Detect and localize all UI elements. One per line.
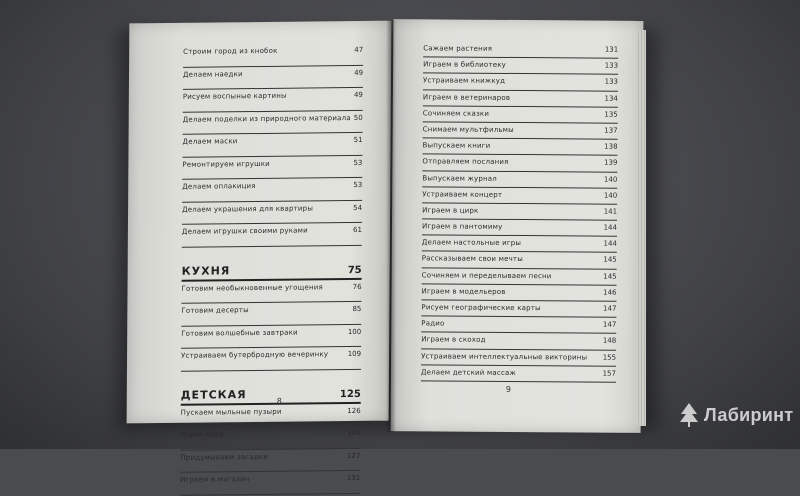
toc-entry (181, 324, 361, 348)
toc-entry-page: 76 (352, 282, 362, 291)
toc-entry-title: Делаем украшения для квартиры (182, 203, 314, 214)
right-toc-list (421, 41, 618, 382)
toc-entry-title: Сочиняем и переделываем песни (421, 270, 552, 280)
toc-entry (421, 284, 616, 302)
toc-entry-title: Рассказываем свои мечты (421, 254, 523, 264)
toc-entry-page: 157 (602, 369, 617, 378)
toc-entry-page: 131 (346, 473, 361, 483)
toc-entry (183, 43, 363, 67)
toc-section-heading (182, 253, 362, 281)
toc-entry-page: 53 (353, 158, 363, 167)
toc-entry (422, 219, 617, 237)
toc-entry-page: 49 (353, 90, 363, 100)
watermark-text: Лабиринт (704, 404, 794, 425)
toc-entry-page: 109 (347, 349, 362, 359)
toc-entry-page: 75 (347, 264, 362, 276)
toc-entry (422, 171, 617, 189)
book-gutter (386, 20, 396, 432)
toc-entry (422, 155, 617, 173)
toc-entry (422, 236, 617, 254)
toc-entry-page: 133 (604, 61, 619, 70)
toc-entry-page: 140 (603, 175, 618, 184)
right-page (391, 19, 644, 433)
toc-entry-title: Делаем настольные игры (421, 238, 522, 248)
toc-entry-title: Играем в скоход (421, 335, 486, 345)
toc-entry-title: Готовим волшебные завтраки (181, 328, 298, 338)
toc-entry-title: Радио (421, 319, 445, 328)
toc-entry-page: 126 (347, 406, 361, 415)
toc-entry-title: Сочиняем сказки (422, 109, 490, 118)
toc-entry-title: Рисуем географические карты (421, 303, 541, 313)
toc-entry-page: 100 (347, 327, 362, 336)
toc-entry-page: 144 (603, 223, 618, 232)
toc-entry-title: Делаем наедки (182, 69, 243, 79)
toc-entry-title: Строим город из кнобок (183, 46, 278, 56)
toc-entry-page: 126 (347, 428, 361, 438)
toc-entry-page: 134 (604, 94, 618, 103)
toc-entry (422, 187, 617, 205)
page-edges (636, 30, 646, 426)
toc-entry-title: Устраиваем концерт (422, 190, 503, 199)
toc-entry-page: 141 (603, 207, 618, 216)
toc-entry (423, 74, 618, 92)
toc-entry-title: Выпускаем книги (422, 141, 491, 150)
toc-entry-page: 49 (354, 68, 364, 77)
toc-entry (182, 223, 362, 247)
watermark (678, 402, 793, 428)
toc-entry-title: КУХНЯ (181, 263, 231, 278)
toc-entry-title: Сажаем растения (423, 44, 493, 53)
toc-entry-title: Делаем поделки из природного материала (182, 113, 351, 124)
toc-entry-page: 139 (604, 158, 618, 168)
toc-entry-title: Ищем клад (180, 430, 224, 439)
toc-entry-title: Делаем детский массаж (420, 368, 517, 377)
toc-entry-page: 50 (353, 113, 363, 122)
toc-entry (181, 403, 361, 427)
toc-entry-page: 47 (354, 45, 364, 55)
toc-entry-title: Играем в ветеринаров (422, 92, 511, 102)
toc-entry-title: Делаем маски (182, 137, 238, 146)
toc-entry (423, 41, 618, 59)
toc-entry-title: Делаем игрушки своими руками (181, 226, 308, 236)
toc-entry (182, 178, 362, 202)
toc-entry-page: 125 (339, 388, 361, 400)
toc-entry-page: 148 (602, 336, 617, 346)
left-page-number: 8 (276, 396, 282, 406)
toc-entry (181, 302, 361, 326)
toc-entry (183, 110, 363, 134)
toc-entry-title: Пускаем мыльные пузыри (180, 407, 282, 417)
toc-entry (182, 133, 362, 157)
toc-entry (422, 252, 617, 270)
toc-entry (182, 200, 362, 224)
toc-entry-title: Придумываем загадки (180, 452, 269, 462)
toc-entry-page: 145 (603, 256, 617, 265)
toc-entry (423, 58, 618, 76)
toc-entry-title: Играем в цирк (422, 206, 479, 215)
toc-entry-title: Играем в библиотеку (423, 60, 507, 70)
toc-entry-title: ДЕТСКАЯ (180, 387, 247, 402)
toc-entry-title: Делаем оплакиция (182, 182, 256, 191)
toc-entry-page: 147 (603, 304, 617, 313)
toc-entry-title: Устраиваем бутербродную вечеринку (181, 350, 329, 360)
toc-entry (180, 471, 360, 495)
toc-entry-page: 61 (352, 225, 362, 235)
toc-entry-title: Устраиваем интеллектуальные викторины (421, 351, 588, 362)
toc-entry-page: 145 (603, 272, 617, 281)
right-page-number: 9 (505, 384, 511, 394)
toc-entry-page: 144 (603, 239, 617, 248)
toc-entry-page: 146 (603, 288, 617, 297)
toc-entry-title: Выпускаем журнал (422, 173, 498, 183)
toc-entry (422, 203, 617, 221)
toc-entry-title: Отправляем послания (422, 157, 509, 167)
toc-entry-title: Ремонтируем игрушки (182, 159, 270, 169)
toc-entry (421, 333, 616, 351)
toc-entry-page: 135 (604, 110, 618, 119)
toc-entry-title: Рисуем воспыные картины (182, 91, 287, 101)
toc-entry-title: Готовим десерты (181, 306, 249, 315)
toc-entry (421, 349, 616, 367)
toc-entry (181, 347, 361, 371)
toc-entry-page: 140 (603, 191, 618, 200)
toc-entry-title: Готовим необыкновенные угощения (181, 282, 323, 293)
toc-entry-title: Играем в модельеров (421, 287, 506, 296)
toc-entry (423, 106, 618, 124)
toc-entry (422, 268, 617, 286)
toc-entry (181, 279, 361, 303)
toc-entry (182, 155, 362, 179)
toc-entry (180, 426, 360, 450)
toc-entry-title: Устраиваем книжкуд (422, 76, 506, 86)
left-page (127, 21, 392, 484)
toc-entry (422, 138, 617, 156)
toc-entry-title: Играем в магазин (180, 475, 250, 484)
left-toc-list (180, 43, 363, 495)
toc-entry (183, 88, 363, 112)
toc-entry-title: Играем в пантомиму (421, 222, 503, 231)
toc-entry-title: Снимаем мультфильмы (422, 125, 514, 134)
labyrinth-tree-logo-icon (678, 402, 700, 428)
toc-section-heading (181, 377, 361, 405)
toc-entry-page: 131 (604, 45, 619, 54)
toc-entry-page: 54 (353, 203, 363, 212)
toc-entry-page: 155 (602, 353, 617, 362)
toc-entry (423, 90, 618, 108)
toc-entry (421, 317, 616, 335)
toc-entry-page: 51 (353, 135, 363, 145)
toc-entry (183, 65, 363, 89)
toc-entry (423, 122, 618, 140)
toc-entry (421, 365, 616, 383)
toc-entry-page: 127 (346, 451, 361, 460)
toc-entry-page: 85 (352, 304, 362, 314)
toc-entry-page: 147 (602, 320, 617, 329)
toc-entry-page: 137 (604, 126, 618, 135)
toc-entry-page: 138 (604, 142, 618, 151)
toc-entry (421, 300, 616, 318)
toc-entry-page: 133 (604, 77, 619, 87)
toc-entry (180, 448, 360, 472)
toc-entry-page: 53 (353, 180, 363, 190)
